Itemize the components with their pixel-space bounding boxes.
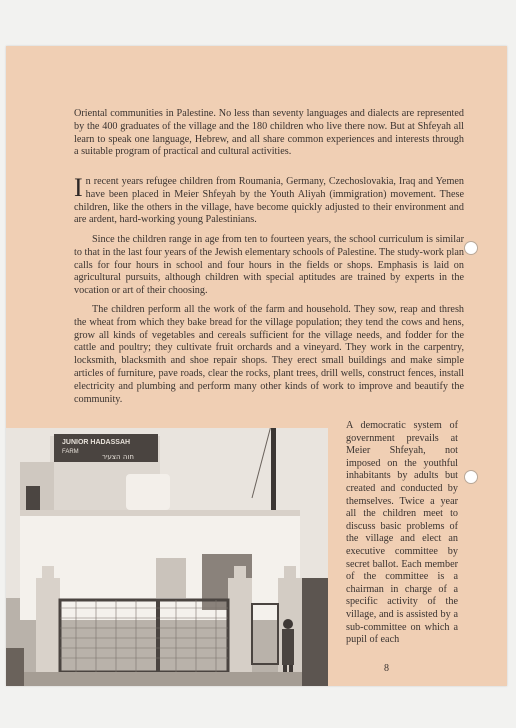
paragraph-refugee-children xyxy=(74,173,464,227)
paragraph-oriental-communities: Oriental communities in Palestine. No less than seventy languages and dialects are represented by the 400 graduates of the village and the 180 children who live there now. But at Shfeyah all learn to speak one language, Hebrew, and all share common experiences and interests through a suitable program of practical and cultural activities. xyxy=(74,108,464,158)
book-page xyxy=(6,46,507,686)
farm-building-photo xyxy=(6,428,328,686)
paragraph-farm-work: The children perform all the work of the farm and household. They sow, reap and thresh the wheat from which they bake bread for the village population; they tend the cows and hens, grow all kinds of vegetables and cereals sufficient for the village needs, and fodder for the cattle and poultry; they cultivate fruit orchards and a vineyard. They work in the carpentry, locksmith, blacksmith and shoe repair shops. They erect small buildings and make simple articles of furniture, pave roads, clear the rocks, plant trees, drill wells, construct fences, install electricity and plumbing and perform many other kinds of work to improve and beautify the community. xyxy=(74,304,464,405)
sign-line-1: JUNIOR HADASSAH xyxy=(62,439,131,446)
sign-line-3: חוה הצעיר xyxy=(102,453,134,461)
sign-line-2: FARM xyxy=(62,449,79,455)
drop-cap: I xyxy=(74,173,83,202)
binder-hole-bottom xyxy=(464,470,478,484)
page-number: 8 xyxy=(384,663,389,674)
paragraph-democratic-system: A democratic system of government prevails at Meier Shfeyah, not imposed on the youthful inhabitants by adults but created and conducted by themselves. Twice a year all the children meet to discuss basic problems of the village and elect an executive committee by secret ballot. Each member of the committee is a chairman in charge of a specific activity of the village, and is assisted by a sub-committee on which a pupil of each xyxy=(346,420,458,646)
binder-hole-top xyxy=(464,241,478,255)
farm-photo-graphic xyxy=(6,428,328,686)
paragraph-school-curriculum: Since the children range in age from ten to fourteen years, the school curriculum is similar to that in the last four years of the Jewish elementary schools of Palestine. The study-work plan calls for four hours in school and four hours in the fields or shops. Emphasis is laid on agricultural pursuits, although children with special aptitudes are trained by experts in the vocation or art of their choosing. xyxy=(74,234,464,297)
paragraph-refugee-text: n recent years refugee children from Roumania, Germany, Czechoslovakia, Iraq and Yemen have been placed in Meier Shfeyah by the Youth Aliyah (immigration) movement. These children, like the others in the village, have become quickly adjusted to their environment and are ardent, hard-working young Palestinians. xyxy=(74,176,464,226)
